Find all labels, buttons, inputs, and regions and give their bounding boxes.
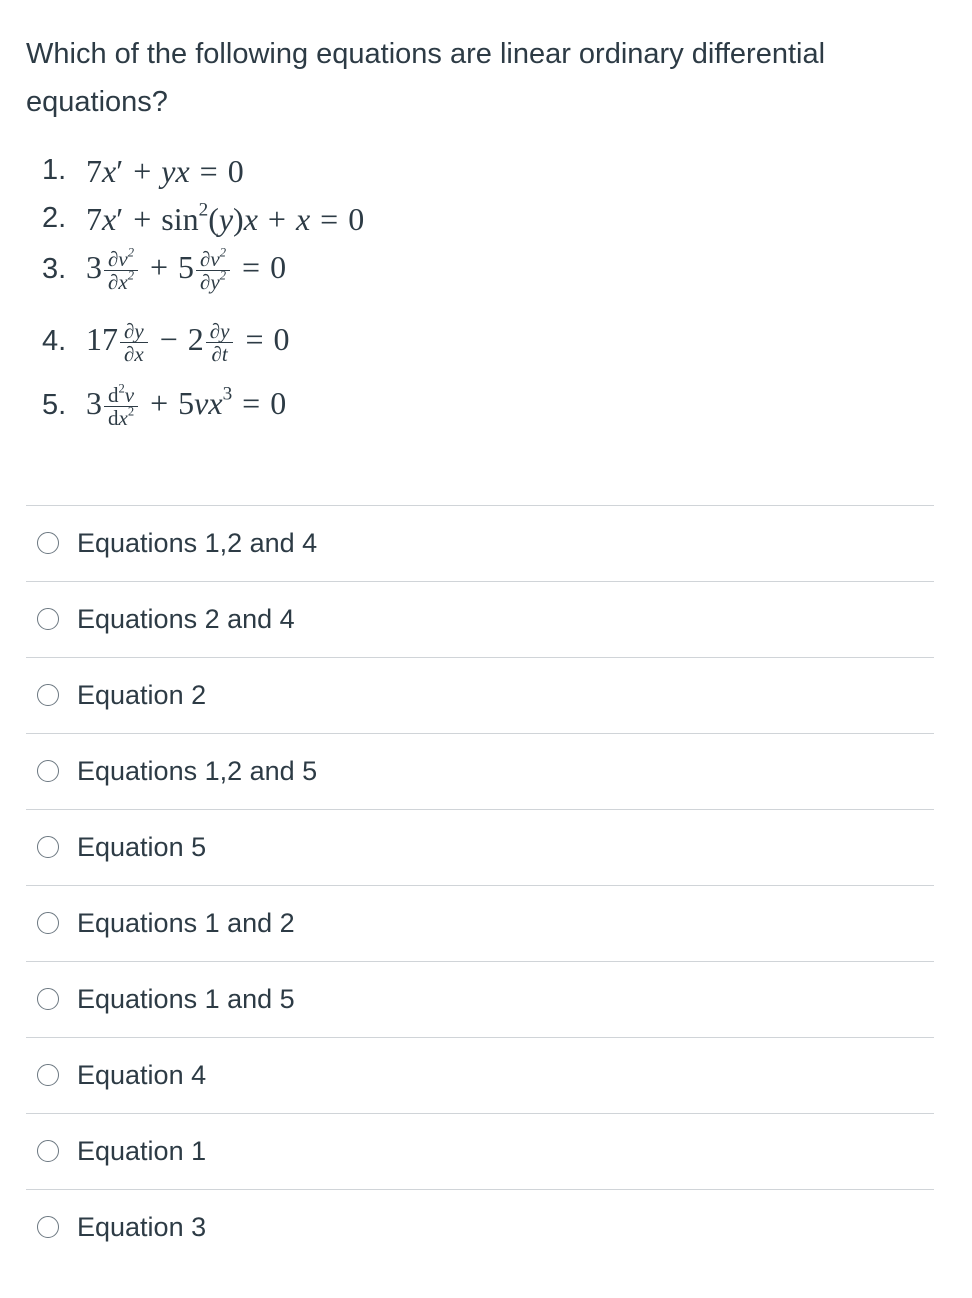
- equation-number: 2.: [42, 202, 67, 234]
- equation-number: 4.: [42, 324, 67, 357]
- answer-option[interactable]: [26, 581, 934, 657]
- answer-label[interactable]: Equation 1: [77, 1136, 207, 1166]
- question-text: Which of the following equations are linear ordinary differential equations?: [26, 38, 826, 118]
- equation-1: 1. 7x′ + yx = 0: [42, 153, 244, 190]
- answer-label[interactable]: Equation 3: [77, 1212, 207, 1242]
- radio-button[interactable]: [37, 1064, 59, 1086]
- equation-3: 3. 3 $\frac{\partial v^2}{\partial x^2}$ + 5 $\frac{\partial v^2}{\partial y^2}$ = 0: [42, 245, 287, 294]
- radio-button[interactable]: [37, 1140, 59, 1162]
- answer-option[interactable]: [26, 505, 934, 581]
- answer-label[interactable]: Equation 2: [77, 680, 207, 710]
- answer-option[interactable]: [26, 1113, 934, 1189]
- answer-label[interactable]: Equations 1 and 5: [77, 984, 295, 1014]
- answer-option[interactable]: [26, 809, 934, 885]
- radio-button[interactable]: [37, 836, 59, 858]
- answer-option[interactable]: [26, 885, 934, 961]
- equation-5: 5. 3 $\frac{d^2v}{dx^2}$ + $5vx^3 = 0$: [42, 381, 287, 430]
- equation-2: 2. $7x' + \sin^2(y)x + x = 0$: [42, 199, 365, 238]
- answer-option[interactable]: [26, 1189, 934, 1265]
- radio-button[interactable]: [37, 684, 59, 706]
- answer-label[interactable]: Equation 5: [77, 832, 207, 862]
- answer-label[interactable]: Equations 1,2 and 5: [77, 756, 318, 786]
- answer-option[interactable]: [26, 657, 934, 733]
- answer-option[interactable]: [26, 733, 934, 809]
- answer-label[interactable]: Equations 1 and 2: [77, 908, 295, 938]
- equation-number: 5.: [42, 388, 67, 421]
- radio-button[interactable]: [37, 912, 59, 934]
- answer-label[interactable]: Equations 2 and 4: [77, 604, 295, 634]
- answer-label[interactable]: Equations 1,2 and 4: [77, 528, 318, 558]
- answer-label[interactable]: Equation 4: [77, 1060, 207, 1090]
- radio-button[interactable]: [37, 608, 59, 630]
- answer-list: [26, 505, 934, 1265]
- radio-button[interactable]: [37, 1216, 59, 1238]
- equation-number: 1.: [42, 154, 67, 186]
- answer-option[interactable]: [26, 1037, 934, 1113]
- radio-button[interactable]: [37, 532, 59, 554]
- equation-number: 3.: [42, 252, 67, 285]
- radio-button[interactable]: [37, 760, 59, 782]
- radio-button[interactable]: [37, 988, 59, 1010]
- equation-4: 4. 17 $\frac{\partial y}{\partial x}$ − 2 $\frac{\partial y}{\partial t}$ = 0: [42, 319, 290, 366]
- answer-option[interactable]: [26, 961, 934, 1037]
